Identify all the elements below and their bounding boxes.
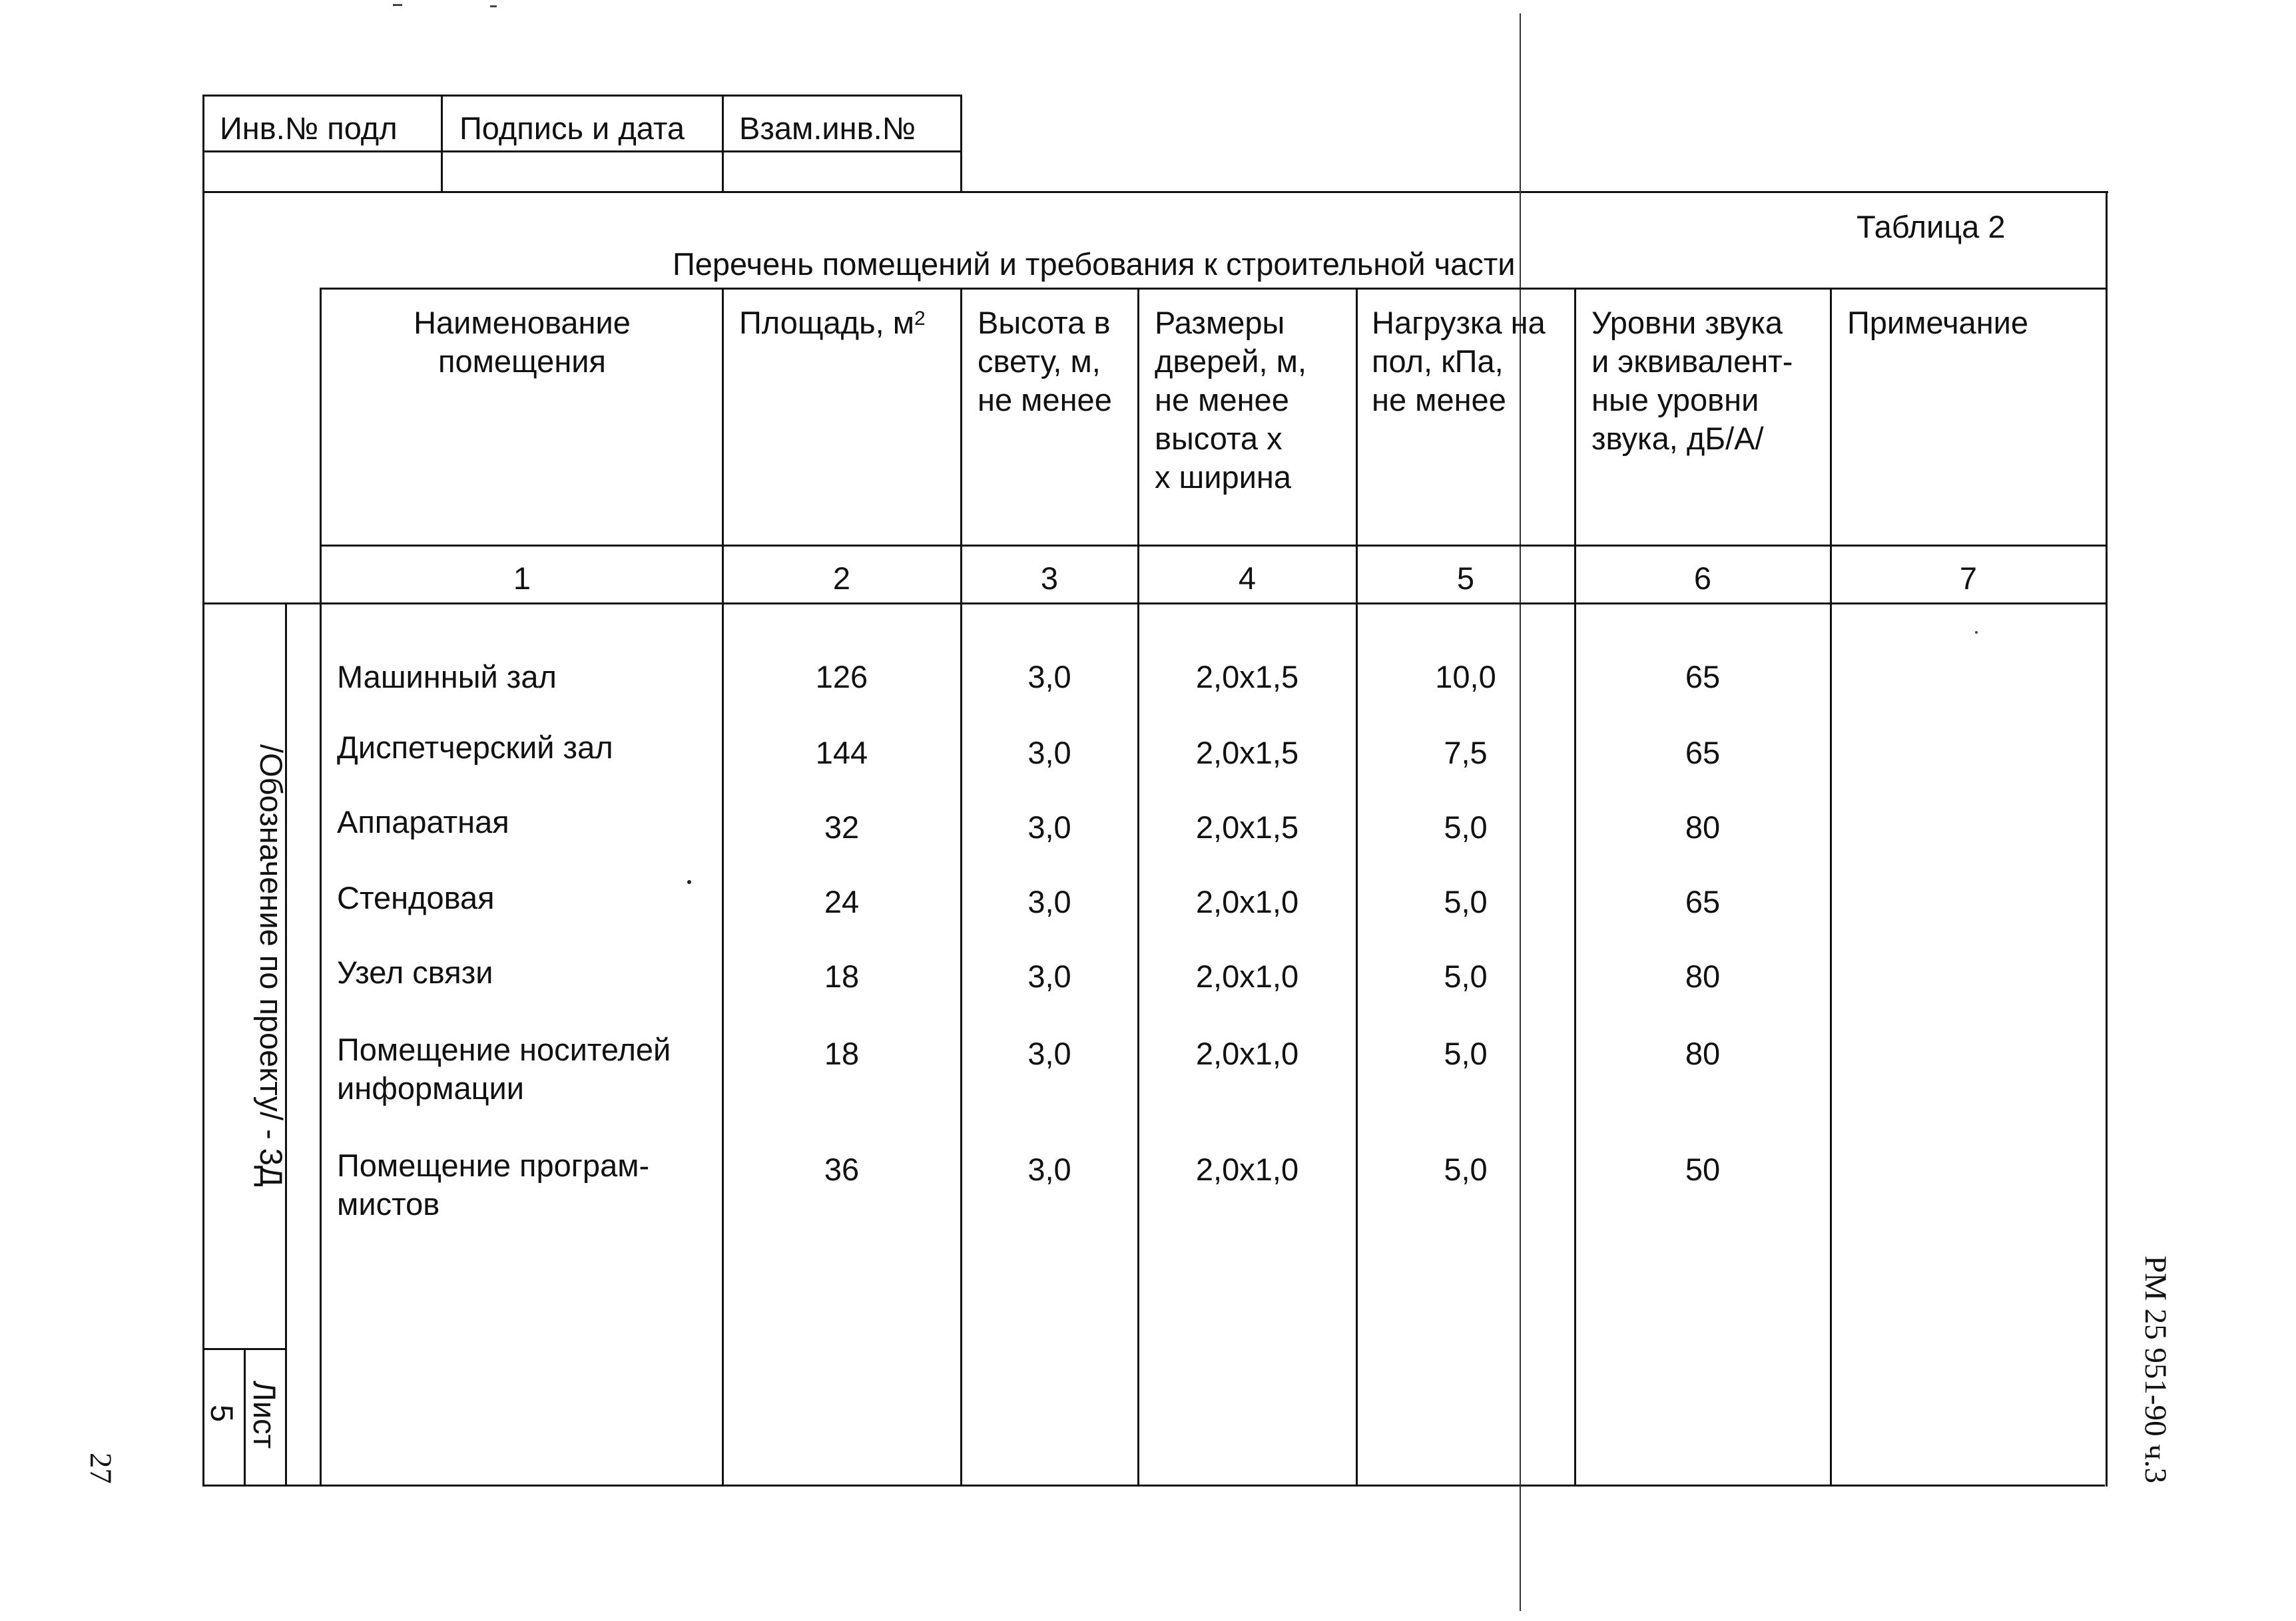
room-area: 18 (824, 1036, 860, 1071)
stamp-left-border (202, 95, 204, 193)
room-load: 5,0 (1444, 959, 1488, 994)
room-load: 10,0 (1435, 659, 1496, 694)
room-doors: 2,0х1,0 (1195, 884, 1299, 919)
room-height: 3,0 (1027, 1152, 1071, 1187)
room-doors: 2,0х1,5 (1195, 735, 1299, 770)
frame-top (202, 191, 2108, 193)
scan-speck (1975, 631, 1978, 634)
room-doors: 2,0х1,5 (1195, 810, 1299, 845)
room-name: Аппаратная (337, 804, 509, 839)
stamp-mid-border (202, 150, 962, 152)
frame-left (202, 191, 204, 1487)
room-load: 5,0 (1444, 810, 1488, 845)
stamp-div-1 (441, 95, 443, 193)
col-number-5: 5 (1456, 561, 1475, 596)
frame-right (2106, 191, 2108, 1487)
header-height: Высота в свету, м, не менее (978, 305, 1112, 417)
room-sound: 65 (1685, 884, 1721, 919)
col-number-7: 7 (1959, 561, 1978, 596)
room-name: Машинный зал (337, 659, 557, 694)
col-number-1: 1 (513, 561, 531, 596)
room-sound: 80 (1685, 959, 1721, 994)
room-sound: 65 (1685, 659, 1721, 694)
stamp-replace-label: Взам.инв.№ (739, 111, 916, 146)
room-doors: 2,0х1,0 (1195, 1036, 1299, 1071)
col-number-3: 3 (1040, 561, 1059, 596)
frame-bottom (202, 1485, 2105, 1487)
stamp-right-border (960, 95, 962, 193)
header-area-text: Площадь, м (739, 305, 915, 340)
room-sound: 80 (1685, 810, 1721, 845)
header-load: Нагрузка на пол, кПа, не менее (1372, 305, 1546, 417)
table-numbers-bottom (320, 602, 2108, 604)
header-name: Наименование помещения (414, 305, 631, 379)
header-area (739, 304, 926, 342)
room-height: 3,0 (1027, 884, 1071, 919)
sheet-label: Лист (247, 1381, 282, 1449)
room-height: 3,0 (1027, 810, 1071, 845)
side-designation: /Обозначение по проекту/ - 3Д (254, 744, 289, 1187)
room-doors: 2,0х1,0 (1195, 1152, 1299, 1187)
stamp-inv-label: Инв.№ подл (220, 111, 398, 146)
room-area: 32 (824, 810, 860, 845)
room-sound: 80 (1685, 1036, 1721, 1071)
page-number: 27 (83, 1453, 118, 1484)
room-name: Помещение програм- мистов (337, 1148, 650, 1222)
room-area: 24 (824, 884, 860, 919)
room-height: 3,0 (1027, 659, 1071, 694)
header-doors: Размеры дверей, м, не менее высота х х ширина (1155, 305, 1307, 495)
table-left (320, 288, 322, 1487)
room-height: 3,0 (1027, 1036, 1071, 1071)
room-doors: 2,0х1,0 (1195, 959, 1299, 994)
header-area-sup: 2 (914, 308, 926, 330)
col-number-2: 2 (832, 561, 851, 596)
col-div-6 (1830, 288, 1832, 1487)
room-name: Диспетчерский зал (337, 730, 613, 765)
room-sound: 50 (1685, 1152, 1721, 1187)
room-name: Узел связи (337, 955, 493, 990)
table-header-bottom (320, 545, 2108, 547)
stamp-signature-label: Подпись и дата (459, 111, 685, 146)
stamp-div-2 (722, 95, 724, 193)
table-top (320, 288, 2108, 290)
room-area: 144 (815, 735, 868, 770)
room-area: 18 (824, 959, 860, 994)
room-sound: 65 (1685, 735, 1721, 770)
room-doors: 2,0х1,5 (1195, 659, 1299, 694)
room-load: 5,0 (1444, 884, 1488, 919)
room-load: 5,0 (1444, 1152, 1488, 1187)
doc-code: РМ 25 951-90 ч.3 (2138, 1256, 2173, 1484)
header-note: Примечание (1847, 305, 2029, 340)
room-name: Стендовая (337, 880, 495, 915)
col-number-6: 6 (1693, 561, 1712, 596)
table-label: Таблица 2 (1857, 209, 2006, 244)
table-title: Перечень помещений и требования к строительной части (673, 246, 1516, 282)
side-strip-top (202, 602, 320, 604)
stamp-top-border (202, 95, 962, 97)
room-height: 3,0 (1027, 735, 1071, 770)
room-area: 126 (815, 659, 868, 694)
room-load: 7,5 (1444, 735, 1488, 770)
col-number-4: 4 (1238, 561, 1257, 596)
header-sound: Уровни звука и эквивалент- ные уровни звука, дБ/А/ (1591, 305, 1793, 456)
room-height: 3,0 (1027, 959, 1071, 994)
sheet-number: 5 (204, 1405, 240, 1423)
scan-speck (687, 880, 691, 884)
room-load: 5,0 (1444, 1036, 1488, 1071)
room-area: 36 (824, 1152, 860, 1187)
scan-speck (393, 4, 402, 6)
room-name: Помещение носителей информации (337, 1032, 671, 1106)
scan-speck (490, 5, 497, 7)
